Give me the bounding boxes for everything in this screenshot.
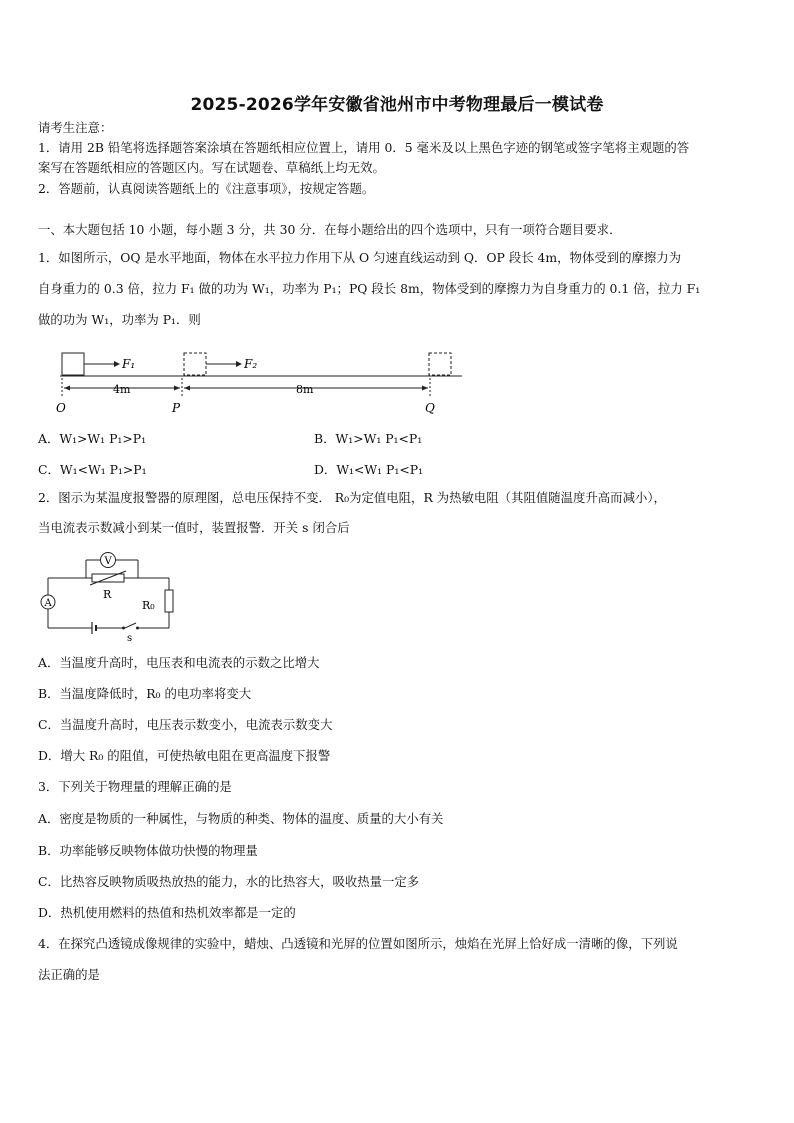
block-at-o (62, 353, 84, 375)
section-1-heading: 一、本大题包括 10 小题，每小题 3 分，共 30 分．在每小题给出的四个选项中，只有一项符合题目要求． (38, 222, 622, 237)
q3-stem: 3．下列关于物理量的理解正确的是 (38, 779, 232, 794)
voltmeter-label: V (104, 556, 112, 567)
switch-s-label: s (127, 633, 133, 644)
distance-pq-label: 8m (296, 383, 314, 396)
q4-stem-line-2: 法正确的是 (38, 967, 100, 982)
block-at-p (184, 353, 206, 375)
q2-stem-line-2: 当电流表示数减小到某一值时，装置报警．开关 s 闭合后 (38, 520, 350, 535)
point-p-label: P (172, 401, 181, 415)
q1-stem-line-3: 做的功为 W₁，功率为 P₁．则 (38, 312, 201, 327)
q1-figure (50, 344, 470, 416)
q2-option-a: A．当温度升高时，电压表和电流表的示数之比增大 (38, 655, 320, 670)
q1-stem-line-1: 1．如图所示，OQ 是水平地面，物体在水平拉力作用下从 O 匀速直线运动到 Q．OP 段长 4m，物体受到的摩擦力为 (38, 250, 682, 265)
q1-option-b: B．W₁>W₁ P₁<P₁ (314, 431, 423, 446)
arrow-f1-icon (114, 361, 120, 367)
block-at-q (429, 353, 451, 375)
q2-option-c: C．当温度升高时，电压表示数变小，电流表示数变大 (38, 717, 333, 732)
q1-stem-line-2: 自身重力的 0.3 倍，拉力 F₁ 做的功为 W₁，功率为 P₁；PQ 段长 8m，物体受到的摩擦力为自身重力的 0.1 倍，拉力 F₁ (38, 281, 701, 296)
notice-item-1-line-1: 1．请用 2B 铅笔将选择题答案涂填在答题纸相应位置上，请用 0．5 毫米及以上黑色字迹的钢笔或签字笔将主观题的答 (38, 140, 690, 155)
ammeter-label: A (44, 598, 52, 609)
notice-item-2: 2．答题前，认真阅读答题纸上的《注意事项》，按规定答题。 (38, 181, 375, 196)
exam-title: 2025-2026学年安徽省池州市中考物理最后一模试卷 (190, 95, 604, 115)
point-o-label: O (56, 401, 66, 415)
q1-option-c: C．W₁<W₁ P₁>P₁ (38, 462, 147, 477)
thermistor-r-label: R (103, 588, 112, 601)
q3-option-a: A．密度是物质的一种属性，与物质的种类、物体的温度、质量的大小有关 (38, 811, 444, 826)
notice-heading: 请考生注意： (38, 120, 113, 135)
arrow-f2-icon (236, 361, 242, 367)
q3-option-d: D．热机使用燃料的热值和热机效率都是一定的 (38, 905, 296, 920)
q4-stem-line-1: 4．在探究凸透镜成像规律的实验中，蜡烛、凸透镜和光屏的位置如图所示，烛焰在光屏上恰好成一清晰的像，下列说 (38, 936, 678, 951)
fixed-resistor-r0-icon (165, 590, 173, 612)
q2-option-d: D．增大 R₀ 的阻值，可使热敏电阻在更高温度下报警 (38, 748, 331, 763)
q3-option-b: B．功率能够反映物体做功快慢的物理量 (38, 843, 258, 858)
force-f1-label: F₁ (122, 357, 136, 371)
distance-op-label: 4m (113, 383, 131, 396)
q1-option-a: A．W₁>W₁ P₁>P₁ (38, 431, 147, 446)
q2-option-b: B．当温度降低时，R₀ 的电功率将变大 (38, 686, 252, 701)
switch-s-icon (125, 623, 136, 628)
notice-item-1-line-2: 案写在答题纸相应的答题区内。写在试题卷、草稿纸上均无效。 (38, 160, 385, 175)
q2-circuit-figure (36, 544, 186, 644)
q1-option-d: D．W₁<W₁ P₁<P₁ (314, 462, 424, 477)
force-f2-label: F₂ (244, 357, 258, 371)
q2-stem-line-1: 2．图示为某温度报警器的原理图，总电压保持不变． R₀为定值电阻，R 为热敏电阻（其阻值随温度升高而减小）， (38, 490, 666, 505)
fixed-resistor-r0-label: R₀ (142, 599, 155, 612)
point-q-label: Q (425, 401, 435, 415)
q3-option-c: C．比热容反映物质吸热放热的能力，水的比热容大，吸收热量一定多 (38, 874, 420, 889)
